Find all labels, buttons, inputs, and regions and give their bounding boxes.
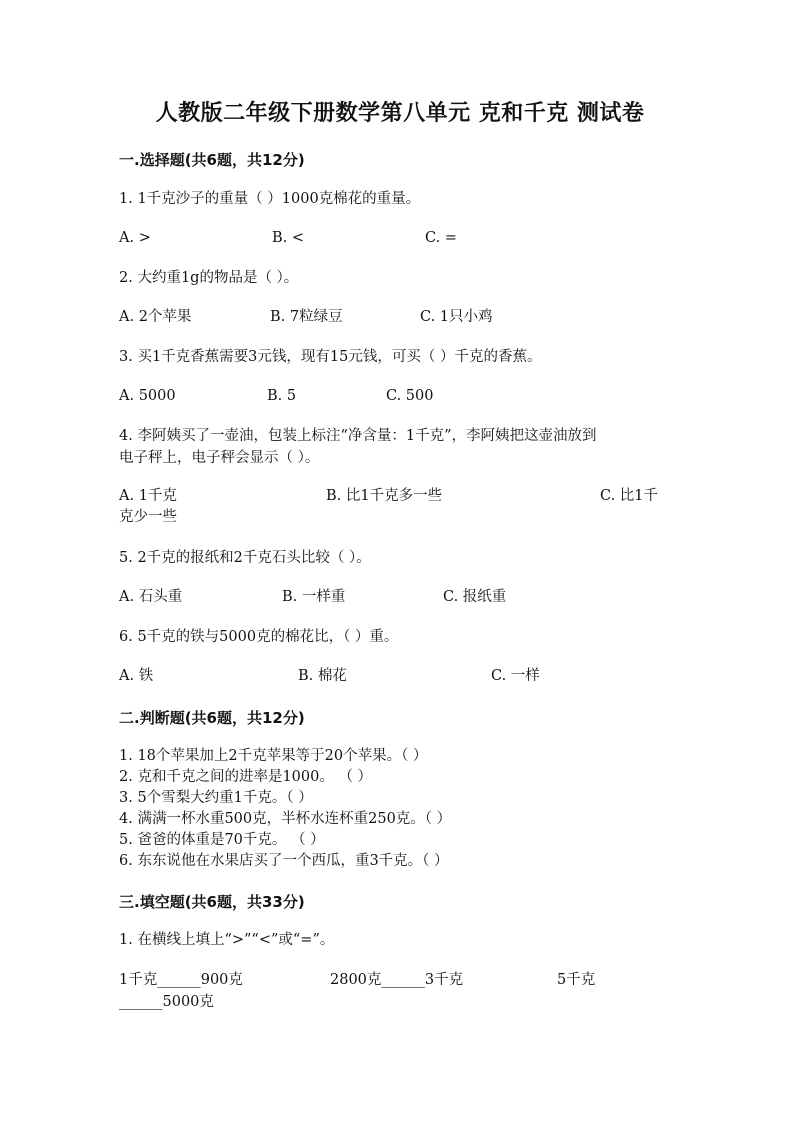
option-c-wrap: 克少一些 — [119, 509, 177, 525]
judgement-item: 5. 爸爸的体重是70千克。 （ ） — [119, 832, 325, 848]
option-c: C. 比1千 — [600, 488, 659, 504]
option-b: B. 7粒绿豆 — [270, 309, 343, 325]
option-a: A. 铁 — [119, 668, 154, 684]
question-text: 5. 2千克的报纸和2千克石头比较（ ）。 — [119, 550, 371, 566]
fill-blank-wrap: ______5000克 — [119, 994, 214, 1010]
judgement-item: 2. 克和千克之间的进率是1000。 （ ） — [119, 769, 373, 785]
question-text-line1: 4. 李阿姨买了一壶油，包装上标注“净含量：1千克”，李阿姨把这壶油放到 — [119, 428, 597, 444]
option-b: B. 一样重 — [282, 589, 346, 605]
option-c: C. 报纸重 — [443, 589, 507, 605]
option-b: B. 比1千克多一些 — [326, 488, 443, 504]
page-title: 人教版二年级下册数学第八单元 克和千克 测试卷 — [155, 101, 645, 126]
judgement-item: 3. 5个雪梨大约重1千克。（ ） — [119, 790, 313, 806]
option-b: B. 棉花 — [298, 668, 347, 684]
fill-blank-item: 2800克______3千克 — [330, 972, 464, 988]
question-text: 1. 1千克沙子的重量（ ）1000克棉花的重量。 — [119, 191, 421, 207]
option-a: A. 5000 — [119, 388, 176, 404]
option-c: C. 500 — [386, 388, 434, 404]
question-text: 2. 大约重1g的物品是（ ）。 — [119, 270, 299, 286]
judgement-item: 1. 18个苹果加上2千克苹果等于20个苹果。（ ） — [119, 748, 428, 764]
option-a: A. 1千克 — [119, 488, 177, 504]
option-a: A. 2个苹果 — [119, 309, 192, 325]
section-heading-fill: 三.填空题(共6题，共33分) — [119, 893, 305, 911]
question-text: 3. 买1千克香蕉需要3元钱，现有15元钱，可买（ ）千克的香蕉。 — [119, 349, 542, 365]
option-a: A. > — [119, 230, 151, 246]
judgement-item: 6. 东东说他在水果店买了一个西瓜，重3千克。（ ） — [119, 853, 449, 869]
question-text-line2: 电子秤上，电子秤会显示（ ）。 — [119, 450, 320, 466]
fill-blank-item: 5千克 — [557, 972, 596, 988]
question-text: 1. 在横线上填上“>”“<”或“=”。 — [119, 932, 335, 948]
option-b: B. < — [272, 230, 305, 246]
section-heading-judgement: 二.判断题(共6题，共12分) — [119, 709, 305, 727]
judgement-item: 4. 满满一杯水重500克，半杯水连杯重250克。（ ） — [119, 811, 452, 827]
option-a: A. 石头重 — [119, 589, 183, 605]
question-text: 6. 5千克的铁与5000克的棉花比，（ ）重。 — [119, 629, 399, 645]
option-c: C. 一样 — [491, 668, 540, 684]
fill-blank-item: 1千克______900克 — [119, 972, 243, 988]
option-c: C. 1只小鸡 — [420, 309, 493, 325]
option-c: C. = — [425, 230, 457, 246]
section-heading-choice: 一.选择题(共6题，共12分) — [119, 151, 305, 169]
option-b: B. 5 — [267, 388, 297, 404]
